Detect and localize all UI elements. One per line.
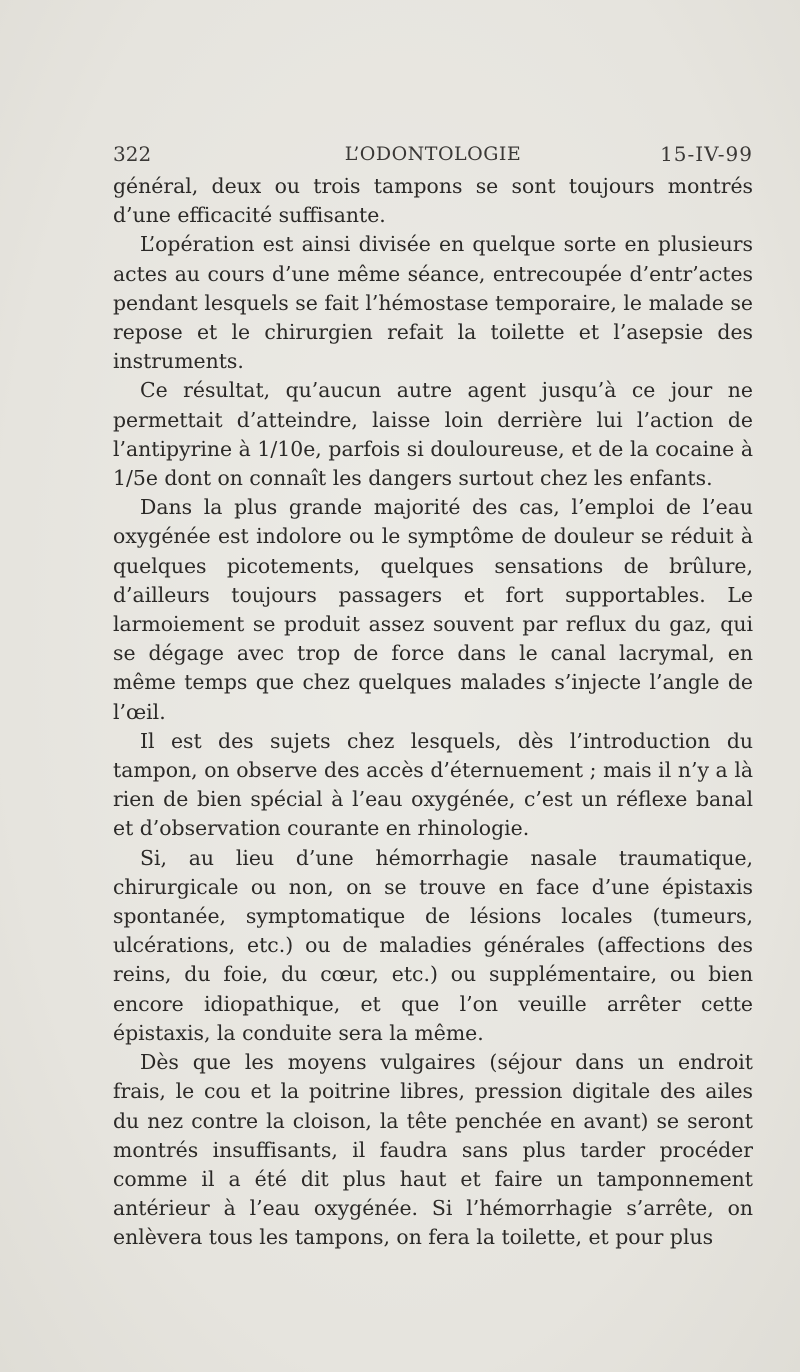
page-number: 322: [113, 142, 152, 166]
paragraph: Il est des sujets chez lesquels, dès l’introduction du tampon, on observe des accès d’éternuement ; mais il n’y a là rien de bien spécial à l’eau oxygénée, c’est un réflexe banal et d’observation courante en rhinologie.: [113, 728, 753, 841]
paragraph-continuation: général, deux ou trois tampons se sont toujours montrés d’une efficacité suffisante.: [113, 174, 753, 228]
paragraph: L’opération est ainsi divisée en quelque sorte en plusieurs actes au cours d’une même séance, entrecoupée d’entr’actes pendant lesquels se fait l’hémostase temporaire, le malade se repose et le chirurgien refait la toilette et l’asepsie des instruments.: [113, 232, 753, 374]
paragraph: Dès que les moyens vulgaires (séjour dans un endroit frais, le cou et la poitrine libres, pression digitale des ailes du nez contre la cloison, la tête penchée en avant) se seront montrés insuffisants, il faudra sans plus tarder procéder comme il a été dit plus haut et faire un tamponnement antérieur à l’eau oxygénée. Si l’hémorrhagie s’arrête, on enlèvera tous les tampons, on fera la toilette, et pour plus: [113, 1050, 753, 1250]
running-title: L’ODONTOLOGIE: [344, 143, 522, 165]
paragraph: Si, au lieu d’une hémorrhagie nasale traumatique, chirurgicale ou non, on se trouve en face d’une épistaxis spontanée, symptomatique de lésions locales (tumeurs, ulcérations, etc.) ou de maladies générales (affections des reins, du foie, du cœur, etc.) ou supplémentaire, ou bien encore idiopathique, et que l’on veuille arrêter cette épistaxis, la conduite sera la même.: [113, 845, 753, 1045]
paragraph: Dans la plus grande majorité des cas, l’emploi de l’eau oxygénée est indolore ou le symptôme de douleur se réduit à quelques picotements, quelques sensations de brûlure, d’ailleurs toujours passagers et fort supportables. Le larmoiement se produit assez souvent par reflux du gaz, qui se dégage avec trop de force dans le canal lacrymal, en même temps que chez quelques malades s’injecte l’angle de l’œil.: [113, 495, 753, 724]
paragraph: Ce résultat, qu’aucun autre agent jusqu’à ce jour ne permettait d’atteindre, laisse loin derrière lui l’action de l’antipyrine à 1/10e, parfois si douloureuse, et de la cocaine à 1/5e dont on connaît les dangers surtout chez les enfants.: [113, 378, 753, 491]
issue-date: 15-IV-99: [660, 142, 753, 166]
running-header: [113, 141, 753, 167]
page-body-text: [113, 172, 753, 1253]
